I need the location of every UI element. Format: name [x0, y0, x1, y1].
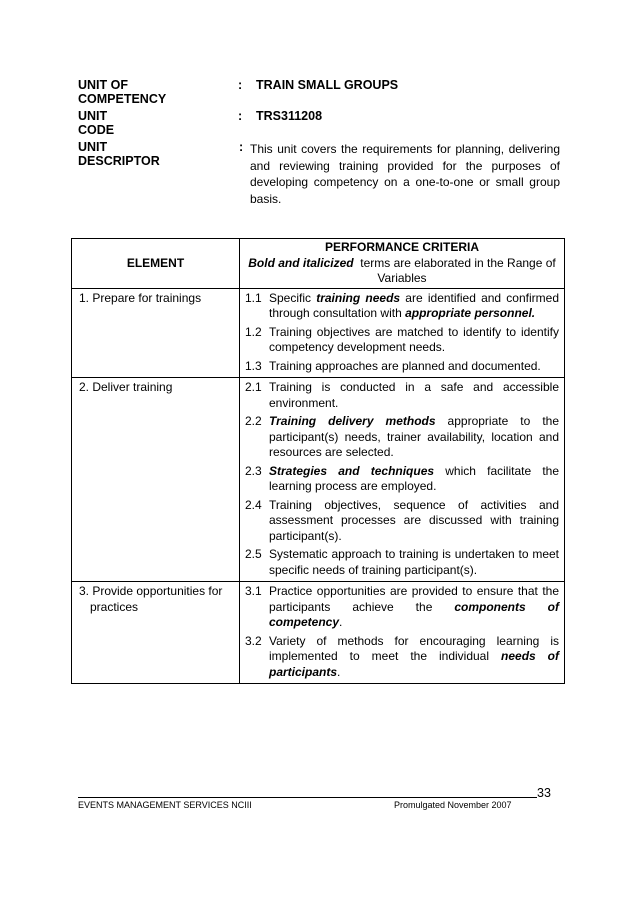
table-row	[72, 378, 565, 582]
colon: :	[239, 140, 244, 154]
criterion	[245, 634, 559, 681]
criterion-text	[269, 498, 559, 545]
criterion-text	[269, 325, 559, 356]
element-cell	[72, 288, 240, 378]
criterion-text-part: are identified and confirmed through consultation with	[269, 290, 559, 320]
table-header-row	[72, 239, 565, 289]
footer-promulgated: Promulgated November 2007	[394, 800, 512, 810]
criterion-text-part: Systematic approach to training is undertaken to meet specific needs of training participant(s).	[269, 547, 559, 577]
criterion-text	[269, 547, 559, 578]
criterion-text-part: appropriate to the participant(s) needs, trainer availability, location and resources are selected.	[269, 414, 559, 459]
criterion-text	[269, 464, 559, 495]
criterion-text-part: .	[337, 664, 341, 679]
page-number: 33	[537, 786, 551, 800]
criterion-text-part: Training objectives, sequence of activities and assessment processes are discussed with training participant(s).	[269, 497, 559, 543]
criterion-text	[269, 584, 559, 631]
criterion-number: 2.2	[245, 414, 262, 428]
criteria-cell	[240, 378, 565, 582]
criterion	[245, 414, 559, 461]
criterion-text-part: Training objectives are matched to identify to identify competency development needs.	[269, 324, 559, 354]
criterion	[245, 359, 559, 375]
element-column-header: ELEMENT	[72, 239, 240, 289]
criterion	[245, 291, 559, 322]
unit-descriptor-text: This unit covers the requirements for planning, delivering and reviewing training provided for the purposes of developing competency on a one-to-one or small group basis.	[250, 142, 560, 206]
criterion-number: 1.1	[245, 290, 262, 305]
range-term: Training delivery methods	[269, 414, 436, 428]
criterion	[245, 547, 559, 578]
bold-italic-note: Bold and italicized	[248, 255, 354, 270]
criterion-number: 2.4	[245, 497, 262, 512]
criterion	[245, 498, 559, 545]
range-term: training needs	[316, 290, 401, 305]
element-text: 2. Deliver training	[79, 380, 173, 394]
unit-code-label: UNIT CODE	[78, 109, 115, 137]
criterion-text	[269, 291, 559, 322]
element-cell	[72, 582, 240, 684]
unit-descriptor-label: UNIT DESCRIPTOR	[78, 140, 160, 168]
criterion-text	[269, 380, 559, 411]
footer-rule	[78, 797, 537, 798]
unit-code-value: TRS311208	[256, 109, 323, 123]
table-row	[72, 582, 565, 684]
element-text: 3. Provide opportunities for practices	[79, 584, 223, 614]
criterion-text-part: Training approaches are planned and documented.	[269, 358, 541, 373]
criterion	[245, 325, 559, 356]
criteria-cell	[240, 288, 565, 378]
criterion-text-part: .	[339, 615, 343, 629]
range-term: components of competency	[269, 599, 559, 629]
criterion-text	[269, 359, 559, 375]
criterion-text	[269, 414, 559, 461]
criteria-cell	[240, 582, 565, 684]
criterion-text-part: Specific	[269, 290, 317, 305]
criterion-number: 1.3	[245, 358, 262, 373]
criterion-number: 3.1	[245, 584, 262, 598]
performance-criteria-note	[244, 256, 560, 287]
criterion	[245, 380, 559, 411]
criterion-number: 2.1	[245, 380, 262, 394]
criterion-number: 1.2	[245, 324, 262, 339]
element-text: 1. Prepare for trainings	[79, 290, 202, 305]
criterion-text-part: which facilitate the learning process are employed.	[269, 463, 560, 493]
note-rest: terms are elaborated in the Range of Variables	[360, 255, 556, 285]
element-cell	[72, 378, 240, 582]
unit-of-competency-label: UNIT OF COMPETENCY	[78, 78, 167, 106]
criterion-text-part: Training is conducted in a safe and accessible environment.	[269, 380, 559, 410]
colon: :	[238, 78, 243, 92]
criterion-text-part: Variety of methods for encouraging learning is implemented to meet the individual	[269, 633, 559, 663]
footer-qualification: EVENTS MANAGEMENT SERVICES NCIII	[78, 800, 252, 810]
performance-criteria-title: PERFORMANCE CRITERIA	[324, 240, 479, 254]
colon: :	[238, 109, 243, 123]
performance-criteria-column-header	[240, 239, 565, 289]
criterion-number: 3.2	[245, 633, 262, 648]
criterion-text	[269, 634, 559, 681]
range-term: needs of participants	[269, 649, 560, 679]
range-term: Strategies and techniques	[269, 463, 435, 478]
competency-table	[71, 238, 565, 684]
criterion-number: 2.5	[245, 547, 262, 561]
table-row	[72, 288, 565, 378]
criterion-text-part: Practice opportunities are provided to ensure that the participants achieve the	[269, 584, 559, 614]
criterion-number: 2.3	[245, 463, 262, 478]
unit-of-competency-value: TRAIN SMALL GROUPS	[256, 78, 399, 92]
criterion	[245, 464, 559, 495]
range-term: appropriate personnel.	[405, 306, 536, 320]
criterion	[245, 584, 559, 631]
